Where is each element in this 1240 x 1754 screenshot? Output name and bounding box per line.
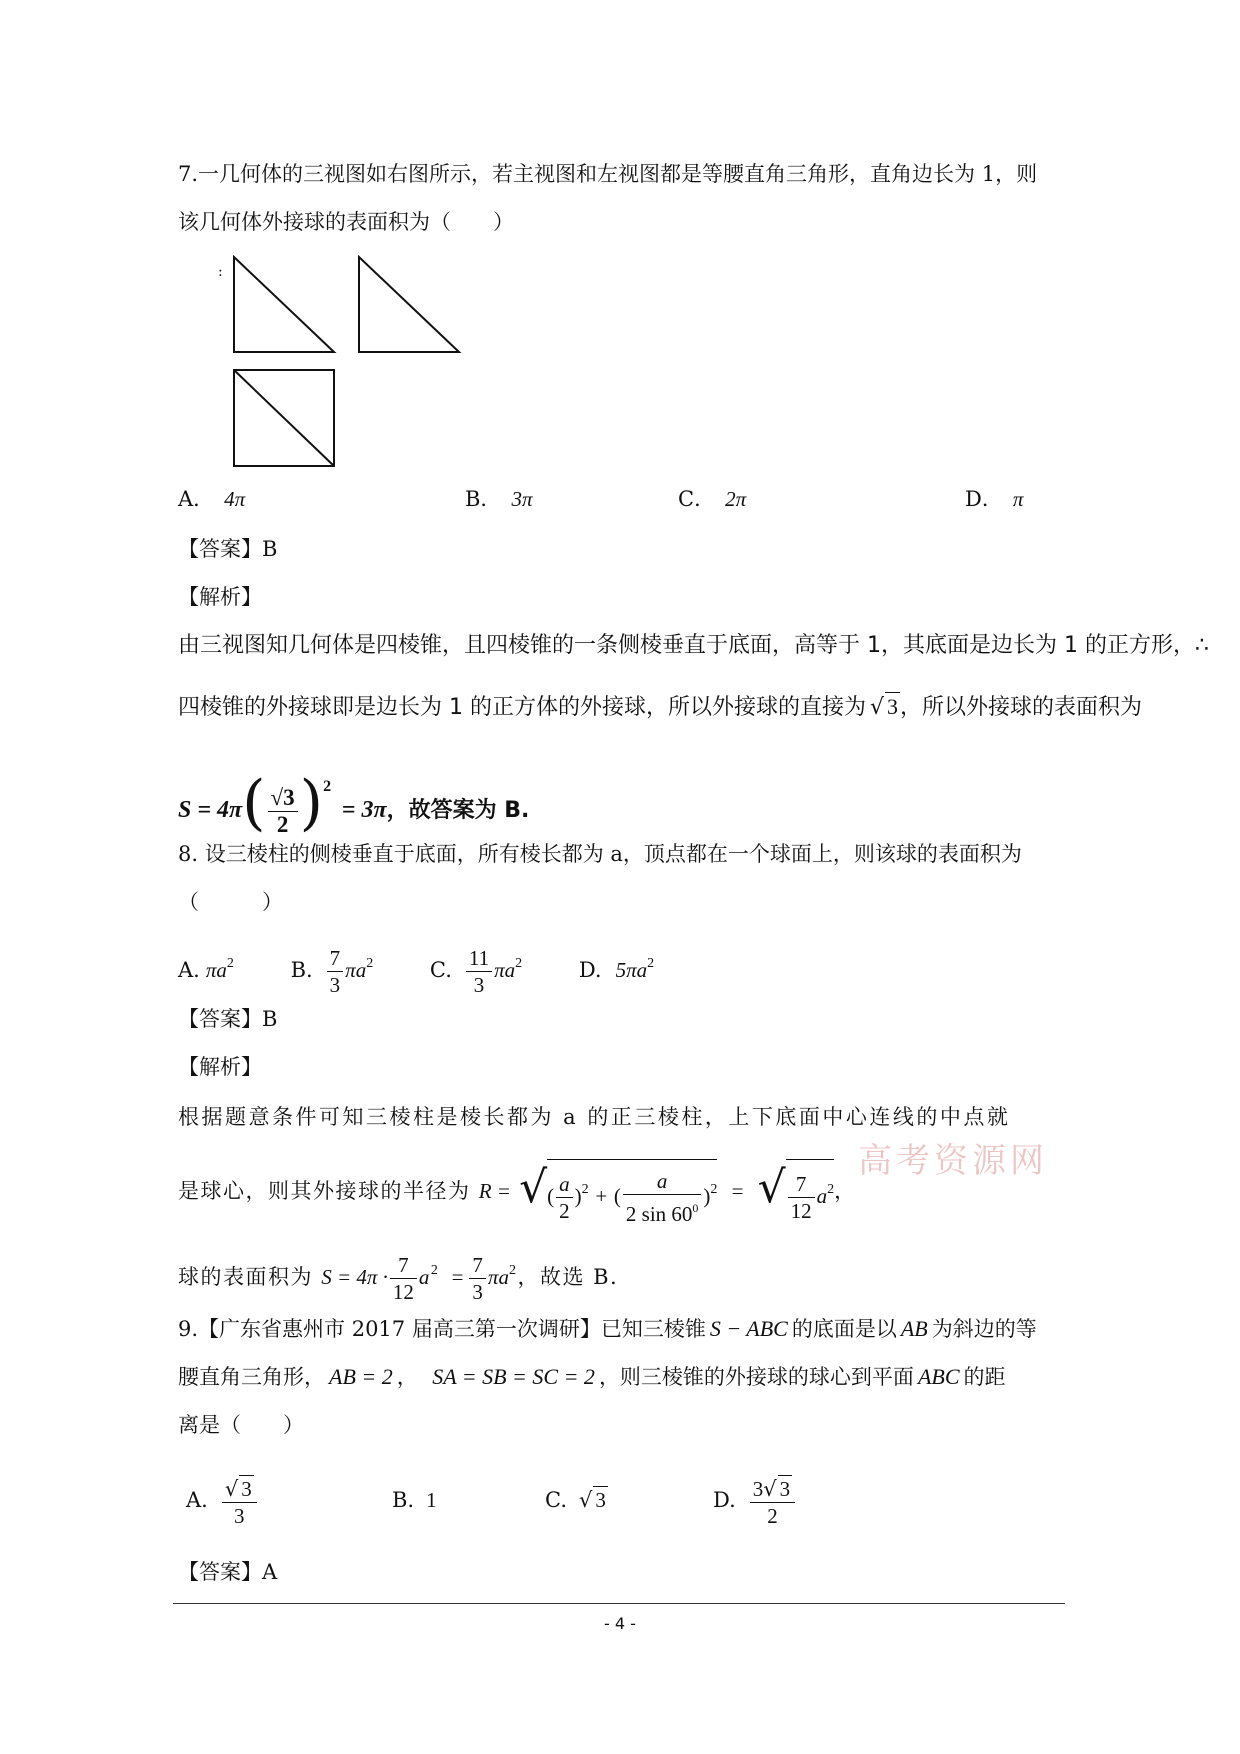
q8-analysis-line1: 根据题意条件可知三棱柱是棱长都为 a 的正三棱柱，上下底面中心连线的中点就 — [178, 1105, 1011, 1129]
q8-option-a: A. $\pi a^2$ — [178, 956, 234, 982]
q7-figure-mark: : — [218, 264, 223, 280]
q8-analysis-line2: 是球心，则其外接球的半径为 R = √( $\frac{a}{2}$ )$^2$ + ( $\frac{a}{2 \sin 60^0}$ )$^2$ = √ $\frac{7}{12}$ $a^2$， — [178, 1150, 857, 1226]
q8-options — [178, 933, 654, 995]
answer-label: 【答案】 — [178, 1560, 262, 1584]
q9-answer — [178, 1558, 277, 1586]
q8-analysis-label: 【解析】 — [178, 1055, 262, 1079]
q7-formula: S = 4π( $\frac{√3}{2}$ )$^2$ = 3π，故答案为 B. — [178, 768, 530, 838]
q7-option-a: A． 4π — [178, 487, 246, 511]
answer-label: 【答案】 — [178, 1007, 262, 1031]
q7-option-d: D． π — [965, 487, 1024, 511]
q8-stem-line2: （ ） — [178, 890, 283, 914]
q7-analysis-line2: 四棱锥的外接球即是边长为 1 的正方体的外接球，所以外接球的直接为 √ 3，所以外接球的表面积为 — [178, 694, 1143, 720]
q8-option-b: B. $\frac{7}{3}$ $\pi a^2$ — [290, 946, 374, 997]
q8-analysis-line3: 球的表面积为 S = 4π · $\frac{7}{12}$ $a^2$ = $\frac{7}{3}$ $\pi a^2$，故选 B. — [178, 1253, 619, 1304]
answer-value: B — [262, 537, 278, 561]
q7-analysis-label: 【解析】 — [178, 585, 262, 609]
q7-stem-line1: 7.一几何体的三视图如右图所示，若主视图和左视图都是等腰直角三角形，直角边长为 1，则 — [178, 162, 1038, 186]
q8-option-c: C. $\frac{11}{3}$ $\pi a^2$ — [429, 946, 523, 997]
q9-option-b: B. 1 — [392, 1488, 437, 1512]
q7-analysis-line1: 由三视图知几何体是四棱锥，且四棱锥的一条侧棱垂直于底面，高等于 1，其底面是边长为 1 的正方形，∴ — [178, 633, 1209, 658]
q8-answer — [178, 1005, 277, 1033]
three-view-figure — [228, 255, 468, 470]
page-number: - 4 - — [604, 1614, 636, 1633]
answer-value: A — [262, 1560, 278, 1584]
q7-answer — [178, 535, 277, 563]
q9-option-d: D. $\frac{3√ 3}{2}$ — [713, 1468, 797, 1532]
answer-value: B — [262, 1007, 278, 1031]
q9-option-c: C. √ 3 — [545, 1488, 606, 1512]
q9-stem-line3: 离是（ ） — [178, 1413, 304, 1437]
side-view-triangle — [359, 257, 459, 352]
top-view-diagonal — [234, 370, 334, 466]
front-view-triangle — [234, 257, 334, 352]
footer-divider — [173, 1603, 1065, 1604]
q9-option-a: A. $\frac{√ 3}{3}$ — [186, 1468, 259, 1532]
q7-option-b: B． 3π — [465, 487, 533, 511]
watermark: 高考资源网 — [858, 1141, 1048, 1181]
q8-stem-line1: 8. 设三棱柱的侧棱垂直于底面，所有棱长都为 a，顶点都在一个球面上，则该球的表面积为 — [178, 842, 1022, 866]
q9-stem-line2: 腰直角三角形， AB = 2 ， SA = SB = SC = 2 ，则三棱锥的外接球的球心到平面 ABC 的距 — [178, 1364, 1006, 1389]
answer-label: 【答案】 — [178, 537, 262, 561]
q7-stem-line2: 该几何体外接球的表面积为（ ） — [178, 210, 514, 234]
q8-option-d: D. $5\pi a^2$ — [578, 956, 655, 982]
q9-stem-line1: 9.【广东省惠州市 2017 届高三第一次调研】已知三棱锥 S − ABC 的底面是以 AB 为斜边的等 — [178, 1316, 1037, 1341]
q7-option-c: C． 2π — [678, 487, 747, 511]
